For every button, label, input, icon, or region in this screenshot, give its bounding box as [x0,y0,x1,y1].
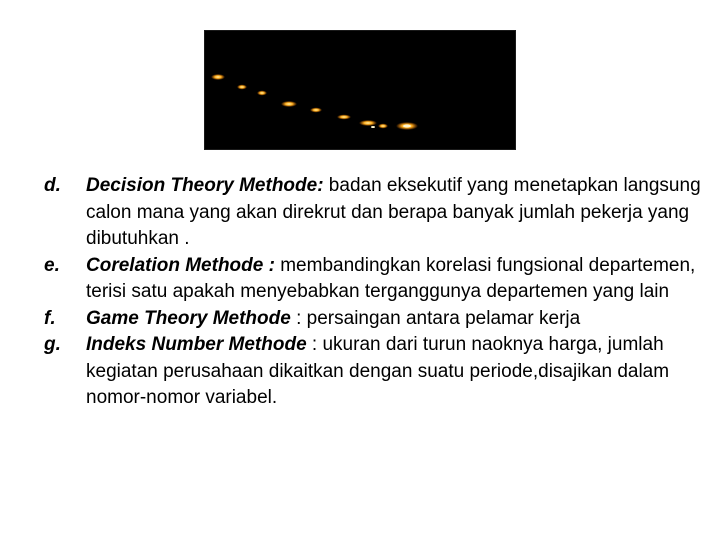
light-dot [211,74,225,80]
list-marker: e. [44,254,60,276]
list-marker: d. [44,175,61,196]
night-light-streak-photo [204,30,516,150]
light-core [403,125,411,128]
list-item [44,253,704,306]
light-dot [257,91,267,96]
method-description: : ukuran dari turun naoknya harga, jumlah kegiatan perusahaan dikaitkan dengan suatu periode,disajikan dalam nomor-nomor variabel. [86,334,670,408]
method-description: : persaingan antara pelamar kerja [290,307,581,329]
light-core [371,126,375,128]
light-dot [359,120,377,126]
method-description: membandingkan korelasi fungsional departemen, terisi satu apakah menyebabkan terganggunya departemen yang lain [86,254,696,302]
list-item [44,306,704,333]
light-dot [237,85,247,90]
list-marker: g. [44,334,61,355]
method-list [44,173,704,412]
method-description: badan eksekutif yang menetapkan langsung calon mana yang akan direkrut dan berapa banyak jumlah pekerja yang dibutuhkan . [86,175,701,249]
method-term: Indeks Number Methode [86,334,307,355]
light-dot [281,101,297,107]
list-marker: f. [44,307,56,329]
list-item [44,332,704,412]
light-dot [310,108,322,113]
list-item [44,173,704,253]
light-streak-graphic [205,31,515,149]
light-dot [378,124,388,129]
method-term: Game Theory Methode [86,307,291,329]
method-term: Decision Theory Methode: [86,175,324,196]
method-term: Corelation Methode : [86,254,275,276]
light-dot [337,115,351,120]
